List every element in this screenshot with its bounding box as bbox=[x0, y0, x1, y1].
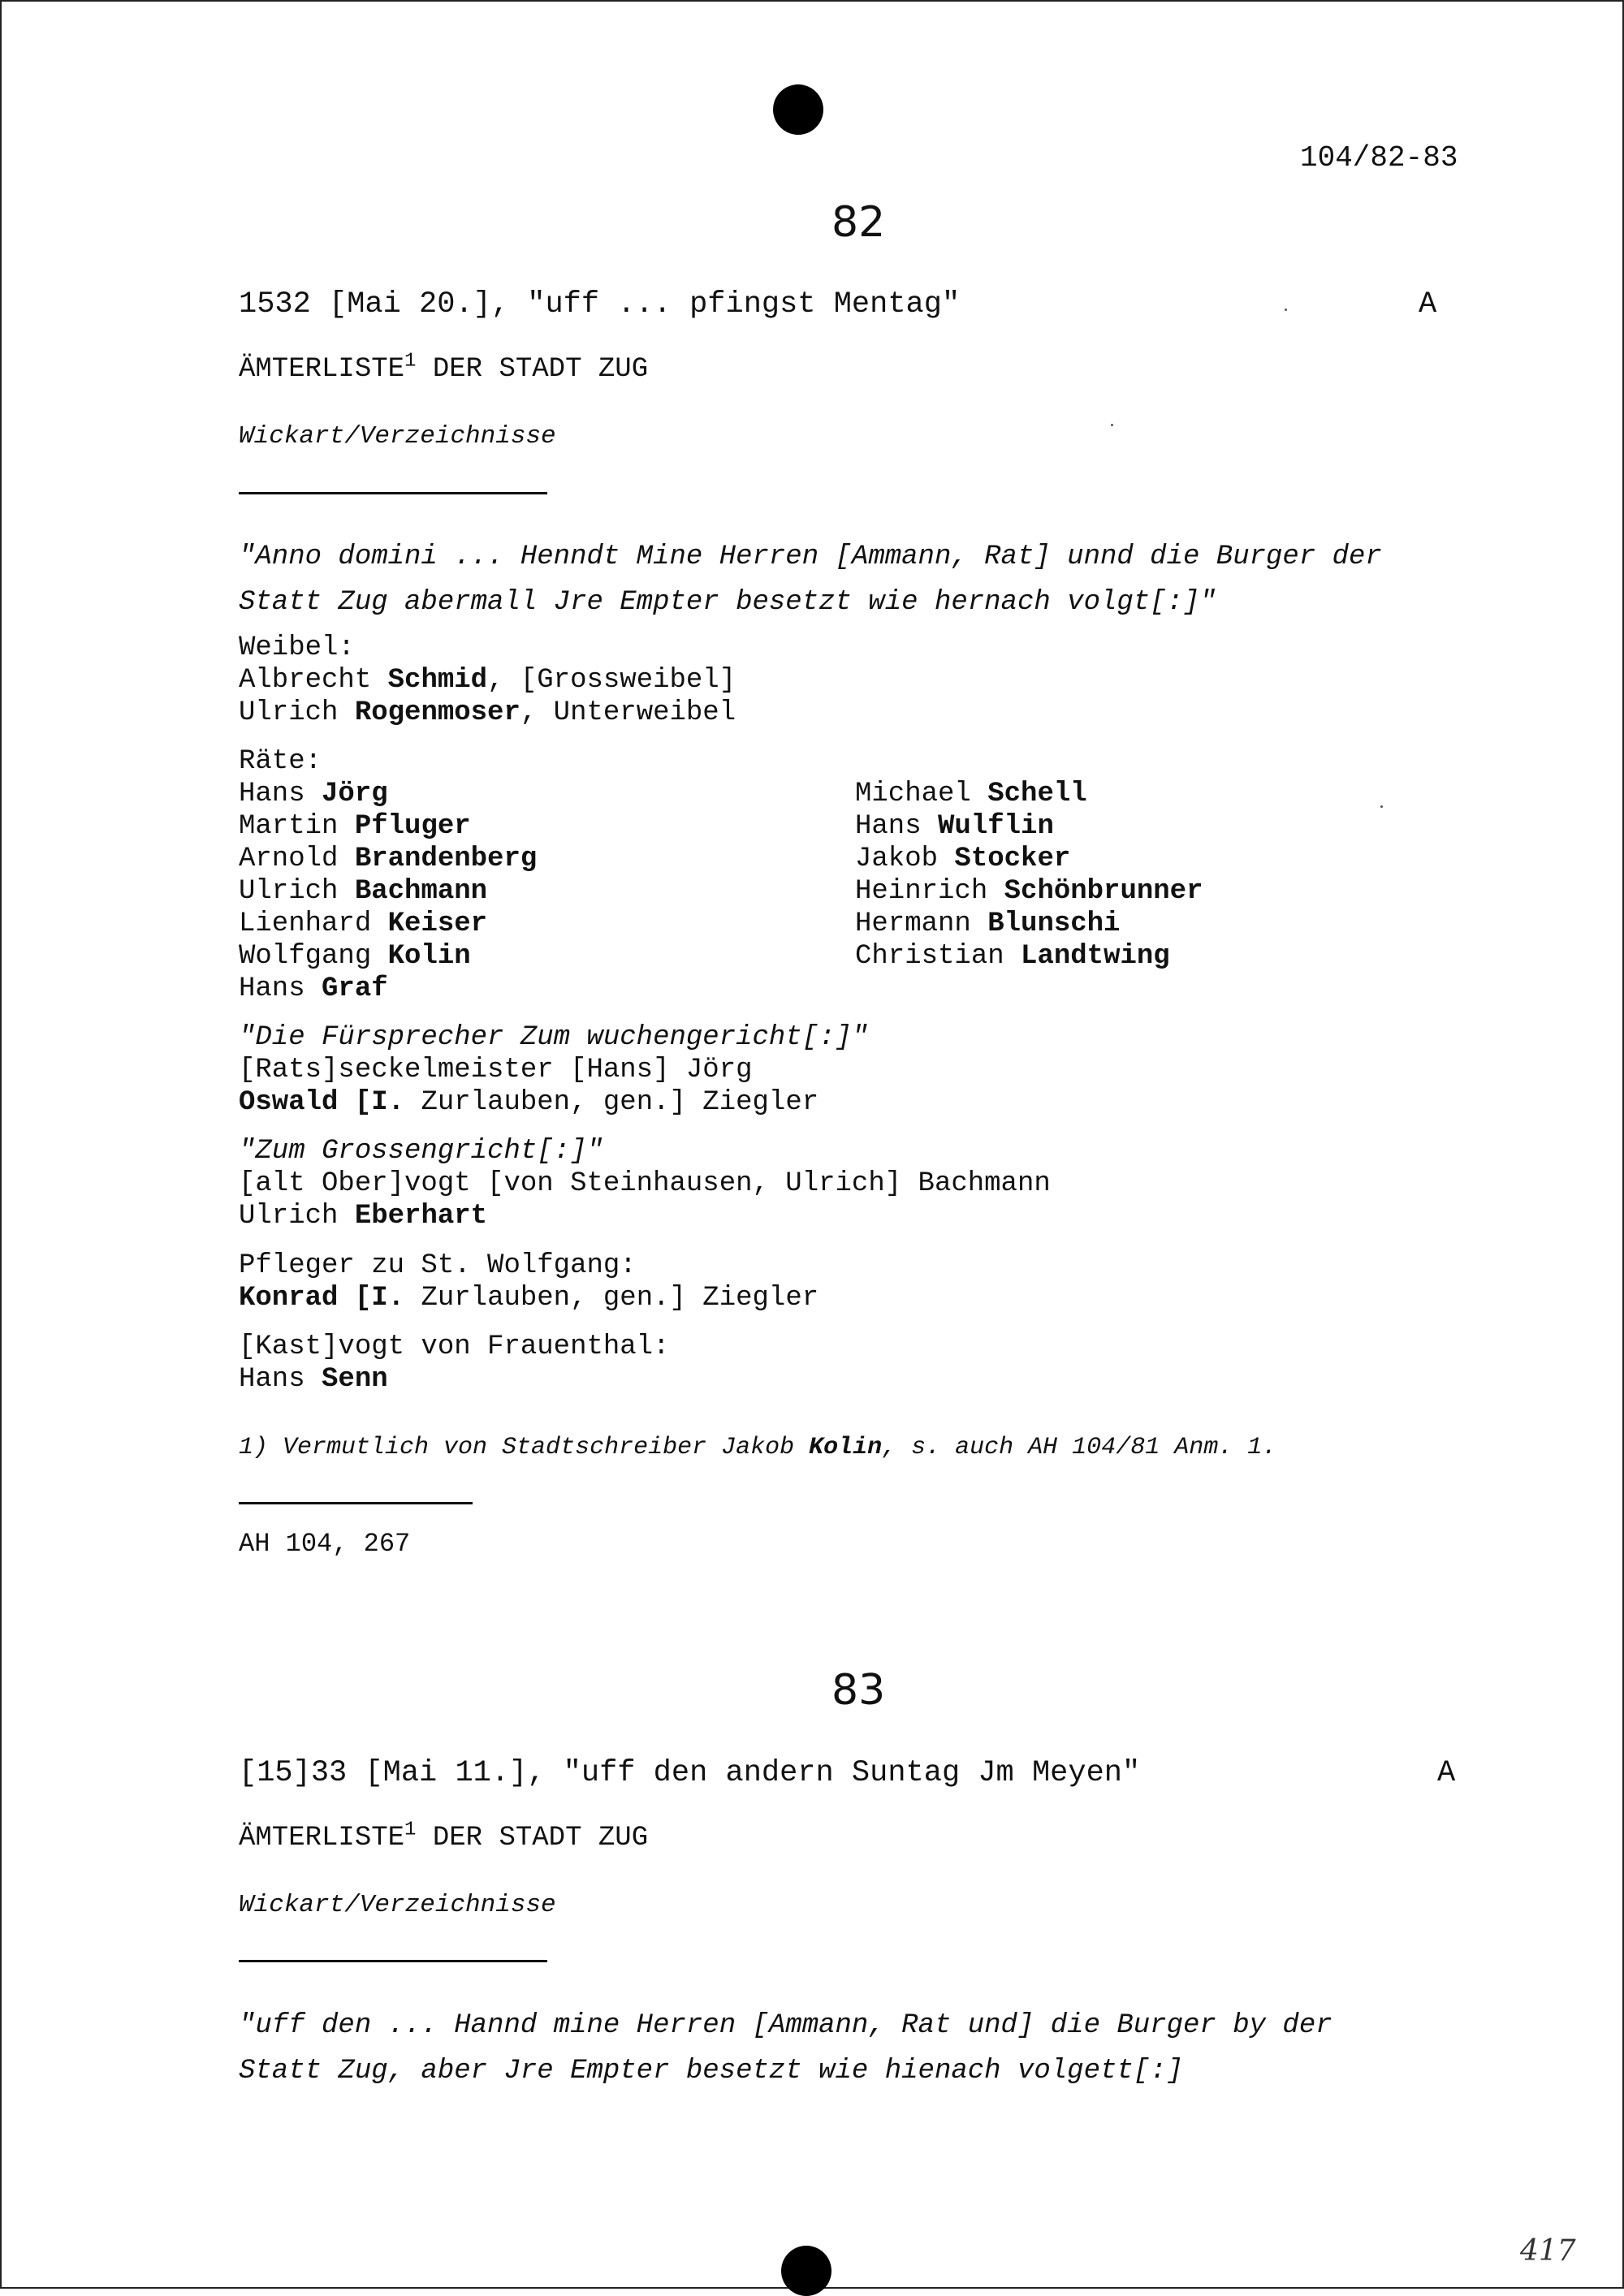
first-name: Wolfgang bbox=[239, 941, 388, 972]
punch-hole-top bbox=[773, 84, 823, 135]
first-name: Christian bbox=[855, 941, 1021, 972]
doc83-title bbox=[239, 1819, 649, 1854]
doc82-source: Wickart/Verzeichnisse bbox=[239, 422, 556, 451]
first-name: Jakob bbox=[855, 844, 955, 874]
first-name: Hermann bbox=[855, 908, 988, 939]
doc82-title-rest: DER STADT ZUG bbox=[416, 354, 649, 385]
handwritten-page-number: 417 bbox=[1520, 2234, 1576, 2268]
weibel-first-name: Ulrich bbox=[239, 697, 355, 728]
doc83-title-footnote-mark: 1 bbox=[404, 1819, 417, 1841]
surname: Wulflin bbox=[938, 811, 1054, 842]
raete-label: Räte: bbox=[239, 746, 322, 777]
surname: Blunschi bbox=[987, 908, 1121, 939]
doc83-title-main: ÄMTERLISTE bbox=[239, 1823, 405, 1854]
first-name: Hans bbox=[239, 1364, 322, 1395]
document-number-82: 82 bbox=[831, 198, 886, 247]
weibel-surname: Schmid bbox=[387, 665, 488, 696]
raete-right-item bbox=[855, 908, 1120, 940]
first-name: Lienhard bbox=[239, 908, 388, 939]
surname: Brandenberg bbox=[354, 844, 538, 874]
surname: Graf bbox=[322, 973, 388, 1004]
fuersprecher-name: Oswald [I. bbox=[239, 1087, 405, 1118]
doc82-archive-rule bbox=[239, 1502, 473, 1504]
surname: Senn bbox=[322, 1364, 388, 1395]
doc83-category: A bbox=[1437, 1756, 1456, 1790]
first-name: Arnold bbox=[239, 844, 355, 874]
doc82-source-rule bbox=[239, 492, 547, 494]
footnote-text: 1) Vermutlich von Stadtschreiber Jakob bbox=[239, 1434, 810, 1461]
kastvogt-label: [Kast]vogt von Frauenthal: bbox=[239, 1331, 670, 1362]
doc82-category: A bbox=[1419, 287, 1437, 322]
footnote-name: Kolin bbox=[809, 1434, 883, 1461]
first-name: Hans bbox=[855, 811, 939, 842]
doc82-quote-line-2: Statt Zug abermall Jre Empter besetzt wie hernach volgt[:]" bbox=[239, 587, 1216, 618]
raete-right-item bbox=[855, 940, 1170, 973]
raete-right-item bbox=[855, 875, 1203, 908]
surname: Schönbrunner bbox=[1004, 876, 1203, 907]
doc82-title-main: ÄMTERLISTE bbox=[239, 354, 405, 385]
scan-speck bbox=[1285, 309, 1287, 311]
raete-left-item bbox=[239, 778, 388, 810]
fuersprecher-label: "Die Fürsprecher Zum wuchengericht[:]" bbox=[239, 1022, 869, 1053]
footnote-text: , s. auch AH 104/81 Anm. 1. bbox=[882, 1434, 1277, 1461]
doc83-source-rule bbox=[239, 1960, 547, 1962]
weibel-first-name: Albrecht bbox=[239, 665, 388, 696]
first-name: Ulrich bbox=[239, 876, 355, 907]
raete-left-item bbox=[239, 810, 471, 843]
surname: Kolin bbox=[387, 941, 471, 972]
scan-speck bbox=[1111, 424, 1113, 426]
surname: Jörg bbox=[322, 779, 388, 809]
weibel-surname: Rogenmoser bbox=[354, 697, 520, 728]
kastvogt-entry bbox=[239, 1363, 388, 1396]
surname: Keiser bbox=[387, 908, 488, 939]
raete-left-item bbox=[239, 973, 388, 1005]
doc82-title bbox=[239, 350, 649, 386]
weibel-entry bbox=[239, 697, 736, 729]
doc82-footnote bbox=[239, 1431, 1276, 1464]
pfleger-name: Konrad [I. bbox=[239, 1283, 405, 1314]
surname: Pfluger bbox=[354, 811, 471, 842]
document-number-83: 83 bbox=[831, 1666, 886, 1715]
raete-left-item bbox=[239, 908, 487, 940]
doc82-date-line: 1532 [Mai 20.], "uff ... pfingst Mentag" bbox=[239, 287, 961, 322]
raete-left-item bbox=[239, 875, 487, 908]
frame-border-top bbox=[0, 0, 1624, 2]
frame-border-left bbox=[0, 0, 2, 2289]
fuersprecher-entry: [Rats]seckelmeister [Hans] Jörg bbox=[239, 1055, 753, 1085]
first-name: Heinrich bbox=[855, 876, 1004, 907]
grossgericht-entry: [alt Ober]vogt [von Steinhausen, Ulrich] Bachmann bbox=[239, 1168, 1051, 1199]
grossgericht-entry bbox=[239, 1200, 487, 1232]
grossgericht-label: "Zum Grossengricht[:]" bbox=[239, 1136, 603, 1167]
raete-right-item bbox=[855, 810, 1054, 843]
surname: Schell bbox=[987, 779, 1087, 809]
first-name: Martin bbox=[239, 811, 355, 842]
doc83-date-line: [15]33 [Mai 11.], "uff den andern Suntag Jm Meyen" bbox=[239, 1756, 1141, 1790]
pfleger-rest: Zurlauben, gen.] Ziegler bbox=[404, 1283, 819, 1314]
weibel-role: , Unterweibel bbox=[520, 697, 736, 728]
weibel-label: Weibel: bbox=[239, 632, 355, 663]
fuersprecher-entry bbox=[239, 1086, 818, 1119]
raete-right-item bbox=[855, 843, 1070, 875]
scan-speck bbox=[1380, 805, 1383, 808]
weibel-role: , [Grossweibel] bbox=[487, 665, 736, 696]
surname: Bachmann bbox=[354, 876, 488, 907]
raete-left-item bbox=[239, 843, 537, 875]
doc83-source: Wickart/Verzeichnisse bbox=[239, 1891, 556, 1919]
raete-left-item bbox=[239, 940, 471, 973]
doc83-title-rest: DER STADT ZUG bbox=[416, 1823, 649, 1854]
reference-number: 104/82-83 bbox=[1300, 141, 1458, 175]
pfleger-entry bbox=[239, 1282, 818, 1314]
first-name: Hans bbox=[239, 779, 322, 809]
doc82-quote-line-1: "Anno domini ... Henndt Mine Herren [Ammann, Rat] unnd die Burger der bbox=[239, 542, 1382, 572]
doc82-title-footnote-mark: 1 bbox=[404, 350, 417, 373]
fuersprecher-rest: Zurlauben, gen.] Ziegler bbox=[404, 1087, 819, 1118]
weibel-entry bbox=[239, 664, 736, 697]
first-name: Michael bbox=[855, 779, 988, 809]
surname: Stocker bbox=[954, 844, 1071, 874]
first-name: Ulrich bbox=[239, 1201, 355, 1232]
raete-right-item bbox=[855, 778, 1087, 810]
doc83-quote-line-2: Statt Zug, aber Jre Empter besetzt wie hienach volgett[:] bbox=[239, 2056, 1183, 2087]
surname: Eberhart bbox=[354, 1201, 488, 1232]
surname: Landtwing bbox=[1021, 941, 1170, 972]
doc82-archive-ref: AH 104, 267 bbox=[239, 1529, 411, 1559]
pfleger-label: Pfleger zu St. Wolfgang: bbox=[239, 1250, 637, 1281]
doc83-quote-line-1: "uff den ... Hannd mine Herren [Ammann, Rat und] die Burger by der bbox=[239, 2010, 1332, 2041]
first-name: Hans bbox=[239, 973, 322, 1004]
